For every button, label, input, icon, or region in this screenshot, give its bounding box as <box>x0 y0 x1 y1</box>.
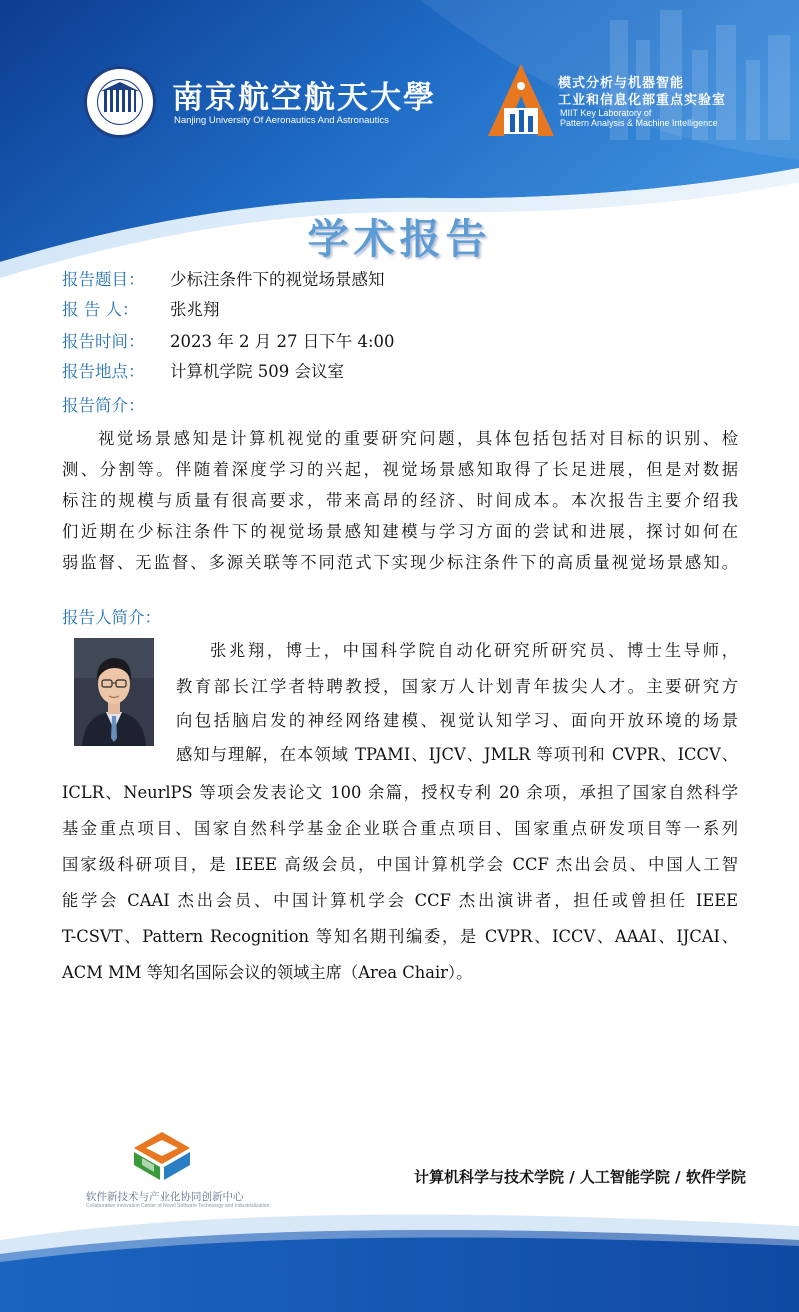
abstract-line: 测、分割等。伴随着深度学习的兴起，视觉场景感知取得了长足进展，但是对数据 <box>62 460 738 479</box>
info-row-topic <box>62 268 385 292</box>
innovation-center-logo-icon <box>132 1130 192 1182</box>
info-value: 张兆翔 <box>170 300 220 319</box>
bio-heading: 报告人简介： <box>62 608 161 627</box>
info-value: 2023 年 2 月 27 日下午 4:00 <box>170 332 395 351</box>
speaker-photo <box>74 638 154 746</box>
info-value: 计算机学院 509 会议室 <box>170 362 344 381</box>
innovation-center-name-en: Collaborative Innovation Center of Novel Software Technology and Industrialization <box>86 1203 270 1209</box>
university-name-cn: 南京航空航天大學 <box>172 80 436 116</box>
lab-logo-icon <box>486 62 556 138</box>
info-label: 报告地点： <box>62 362 145 381</box>
footer-wave-graphic <box>0 1200 799 1312</box>
info-row-location <box>62 360 344 384</box>
bio-line: 基金重点项目、国家自然科学基金企业联合重点项目、国家重点研发项目等一系列 <box>62 819 738 838</box>
bio-line: 感知与理解，在本领域 TPAMI、IJCV、JMLR 等项刊和 CVPR、ICCV、 <box>176 745 738 764</box>
bio-line: 张兆翔，博士，中国科学院自动化研究所研究员、博士生导师， <box>210 641 738 660</box>
school-names: 计算机科学与技术学院 / 人工智能学院 / 软件学院 <box>414 1168 746 1186</box>
info-label: 报告时间： <box>62 332 145 351</box>
lab-name-cn-line2: 工业和信息化部重点实验室 <box>558 93 727 108</box>
speaker-portrait-graphic <box>74 638 154 746</box>
bio-line: 教育部长江学者特聘教授，国家万人计划青年拔尖人才。主要研究方 <box>176 677 738 696</box>
bio-line: 能学会 CAAI 杰出会员、中国计算机学会 CCF 杰出演讲者，担任或曾担任 IEEE <box>62 891 738 910</box>
bio-line: ICLR、NeurlPS 等项会发表论文 100 余篇，授权专利 20 余项，承担了国家自然科学 <box>62 783 738 802</box>
bio-line: ACM MM 等知名国际会议的领域主席（Area Chair）。 <box>62 963 473 982</box>
university-seal-logo <box>84 66 156 138</box>
abstract-heading: 报告简介： <box>62 396 145 415</box>
seal-building-shape <box>104 90 136 112</box>
university-name-en: Nanjing University Of Aeronautics And Astronautics <box>174 115 389 126</box>
abstract-line: 标注的规模与质量有很高要求，带来高昂的经济、时间成本。本次报告主要介绍我 <box>62 491 738 510</box>
info-value: 少标注条件下的视觉场景感知 <box>170 270 385 289</box>
abstract-line: 视觉场景感知是计算机视觉的重要研究问题，具体包括包括对目标的识别、检 <box>98 429 738 448</box>
info-label: 报 告 人： <box>62 300 139 319</box>
lab-name-cn-line1: 模式分析与机器智能 <box>558 76 685 91</box>
bio-line: 国家级科研项目，是 IEEE 高级会员，中国计算机学会 CCF 杰出会员、中国人工智 <box>62 855 738 874</box>
bio-line: T-CSVT、Pattern Recognition 等知名期刊编委，是 CVPR、ICCV、AAAI、IJCAI、 <box>62 927 738 946</box>
lab-name-en-line2: Pattern Analysis & Machine Intelligence <box>560 118 718 128</box>
abstract-line: 们近期在少标注条件下的视觉场景感知建模与学习方面的尝试和进展，探讨如何在 <box>62 522 738 541</box>
lab-name-en-line1: MIIT Key Laboratory of <box>560 108 652 118</box>
bio-line: 向包括脑启发的神经网络建模、视觉认知学习、面向开放环境的场景 <box>176 711 738 730</box>
innovation-center-name-cn: 软件新技术与产业化协同创新中心 <box>86 1191 244 1203</box>
abstract-line: 弱监督、无监督、多源关联等不同范式下实现少标注条件下的高质量视觉场景感知。 <box>62 553 738 572</box>
page-title: 学术报告 <box>307 215 492 263</box>
info-label: 报告题目： <box>62 270 145 289</box>
info-row-time <box>62 330 395 354</box>
info-row-speaker <box>62 298 220 322</box>
